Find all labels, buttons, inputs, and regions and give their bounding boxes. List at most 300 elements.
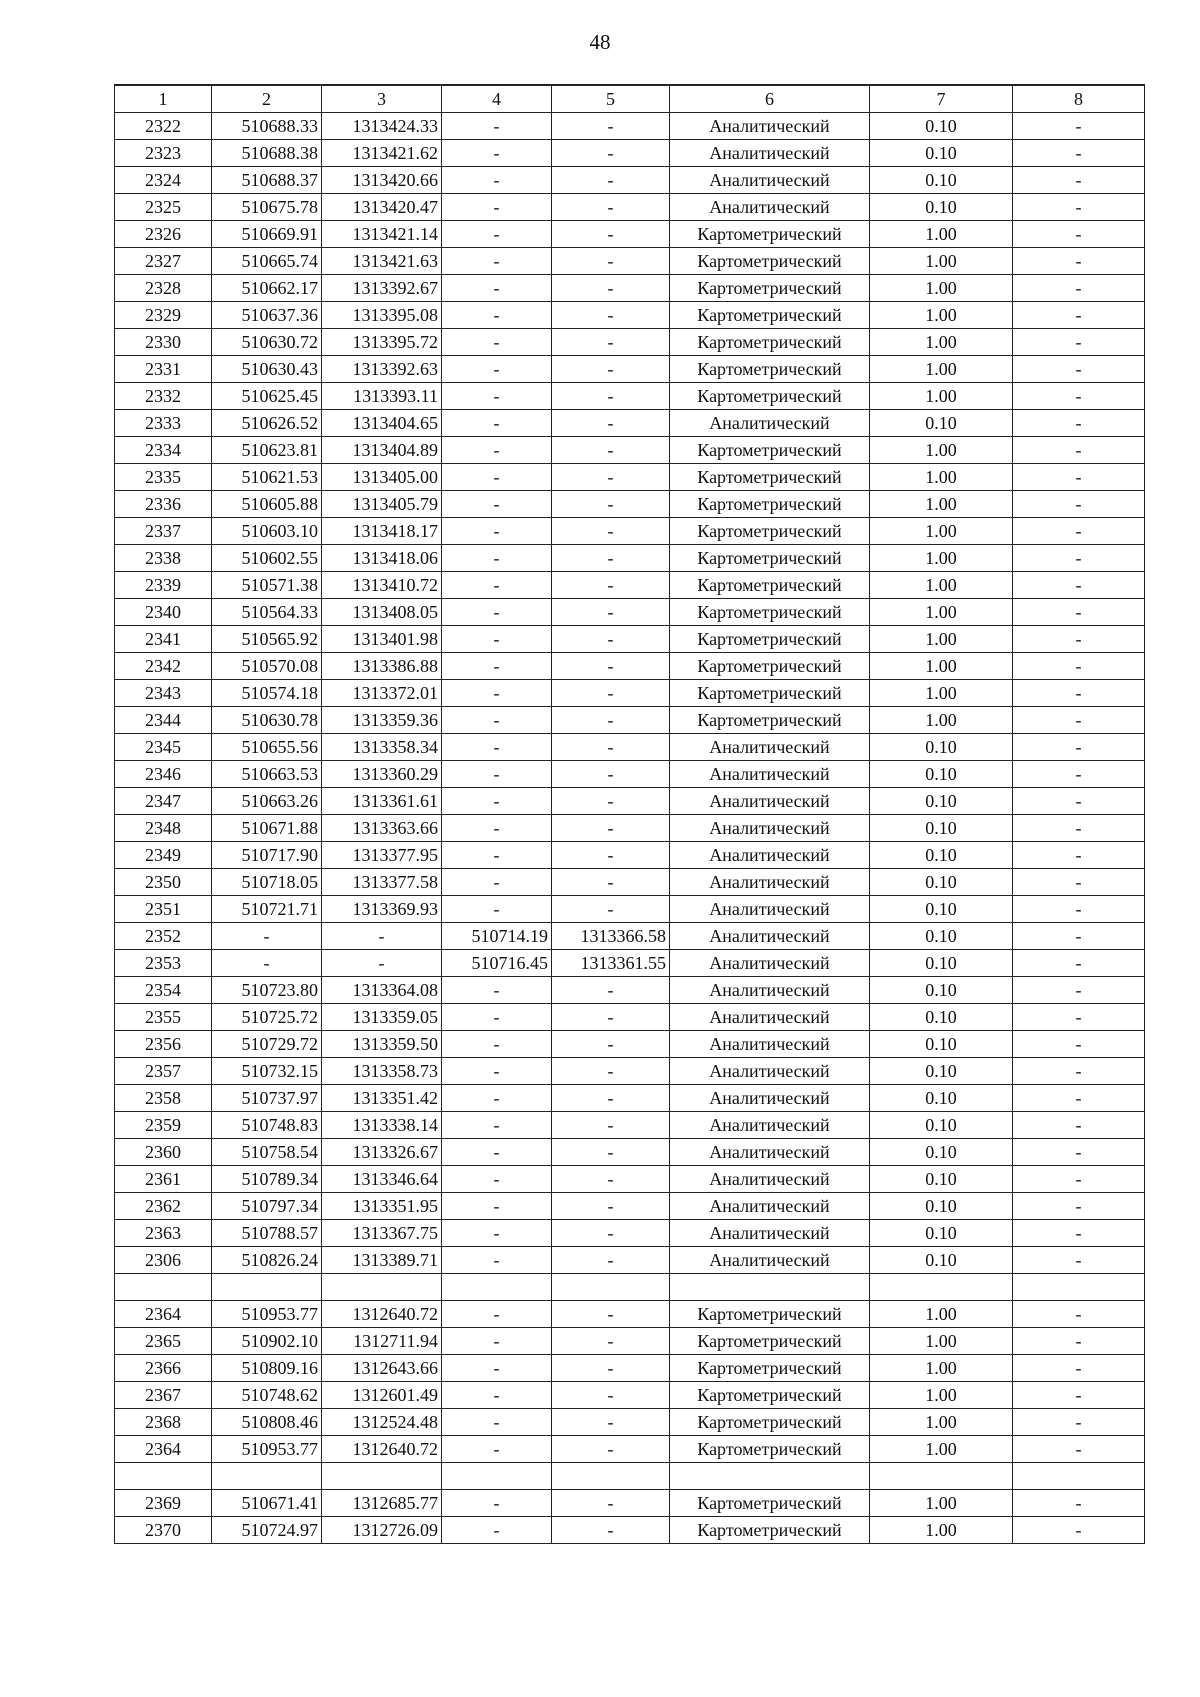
table-cell-col-5: - (552, 707, 670, 734)
table-cell-col-3: 1313364.08 (322, 977, 442, 1004)
table-cell-col-5: - (552, 977, 670, 1004)
table-cell-col-4: - (442, 491, 552, 518)
table-cell-col-4 (442, 1463, 552, 1490)
table-cell-col-7: 0.10 (870, 788, 1013, 815)
table-row (115, 626, 1145, 653)
table-cell-col-8: - (1013, 113, 1145, 140)
table-row (115, 1382, 1145, 1409)
table-cell-col-8: - (1013, 383, 1145, 410)
table-row (115, 1139, 1145, 1166)
table-cell-col-5: - (552, 518, 670, 545)
table-cell-col-2 (212, 1274, 322, 1301)
table-cell-col-5: - (552, 1085, 670, 1112)
table-cell-col-8: - (1013, 167, 1145, 194)
table-cell-col-1: 2356 (115, 1031, 212, 1058)
table-row (115, 653, 1145, 680)
table-cell-col-1 (115, 1274, 212, 1301)
table-cell-col-2: 510571.38 (212, 572, 322, 599)
table-cell-col-4: - (442, 761, 552, 788)
column-header-2: 2 (212, 85, 322, 113)
table-cell-col-1: 2355 (115, 1004, 212, 1031)
table-cell-col-3: 1313351.95 (322, 1193, 442, 1220)
table-cell-col-7: 0.10 (870, 896, 1013, 923)
table-row (115, 140, 1145, 167)
table-cell-col-1: 2330 (115, 329, 212, 356)
table-cell-col-8: - (1013, 896, 1145, 923)
table-cell-col-2: 510808.46 (212, 1409, 322, 1436)
table-cell-col-6: Картометрический (670, 356, 870, 383)
table-cell-col-7: 0.10 (870, 1004, 1013, 1031)
table-cell-col-2: 510789.34 (212, 1166, 322, 1193)
table-cell-col-8: - (1013, 464, 1145, 491)
table-cell-col-7: 0.10 (870, 923, 1013, 950)
table-body (115, 113, 1145, 1544)
table-cell-col-6: Аналитический (670, 842, 870, 869)
table-cell-col-5: - (552, 1517, 670, 1544)
table-row (115, 788, 1145, 815)
table-cell-col-3: 1313359.50 (322, 1031, 442, 1058)
table-cell-col-6: Аналитический (670, 1085, 870, 1112)
table-cell-col-7 (870, 1463, 1013, 1490)
table-cell-col-6 (670, 1274, 870, 1301)
table-cell-col-6: Аналитический (670, 950, 870, 977)
table-cell-col-7: 1.00 (870, 707, 1013, 734)
table-cell-col-5: - (552, 437, 670, 464)
table-cell-col-4: - (442, 1409, 552, 1436)
table-cell-col-7: 0.10 (870, 194, 1013, 221)
table-cell-col-5 (552, 1463, 670, 1490)
table-cell-col-2: 510717.90 (212, 842, 322, 869)
table-cell-col-1: 2326 (115, 221, 212, 248)
table-cell-col-3: 1313367.75 (322, 1220, 442, 1247)
table-cell-col-6: Картометрический (670, 572, 870, 599)
table-cell-col-2: 510603.10 (212, 518, 322, 545)
table-cell-col-6: Картометрический (670, 248, 870, 275)
table-cell-col-2: - (212, 923, 322, 950)
table-cell-col-4: - (442, 437, 552, 464)
table-cell-col-1: 2306 (115, 1247, 212, 1274)
table-row (115, 1328, 1145, 1355)
table-cell-col-7: 1.00 (870, 518, 1013, 545)
table-cell-col-4: - (442, 248, 552, 275)
table-cell-col-5: - (552, 329, 670, 356)
table-cell-col-8: - (1013, 1355, 1145, 1382)
table-cell-col-4: - (442, 356, 552, 383)
table-cell-col-6: Картометрический (670, 1436, 870, 1463)
table-cell-col-1: 2342 (115, 653, 212, 680)
table-cell-col-4: 510716.45 (442, 950, 552, 977)
table-cell-col-8: - (1013, 653, 1145, 680)
table-row (115, 491, 1145, 518)
table-cell-col-5: - (552, 1409, 670, 1436)
table-header-row (115, 85, 1145, 113)
table-cell-col-7: 0.10 (870, 1166, 1013, 1193)
table-cell-col-8: - (1013, 1382, 1145, 1409)
table-cell-col-8: - (1013, 221, 1145, 248)
table-cell-col-1: 2332 (115, 383, 212, 410)
table-cell-col-2: 510605.88 (212, 491, 322, 518)
table-cell-col-5: - (552, 572, 670, 599)
table-cell-col-1: 2369 (115, 1490, 212, 1517)
table-cell-col-7: 1.00 (870, 464, 1013, 491)
table-cell-col-2: 510902.10 (212, 1328, 322, 1355)
table-cell-col-5: - (552, 1031, 670, 1058)
table-cell-col-7: 0.10 (870, 410, 1013, 437)
table-cell-col-5: - (552, 1112, 670, 1139)
table-cell-col-2: 510621.53 (212, 464, 322, 491)
table-cell-col-2: 510630.78 (212, 707, 322, 734)
table-cell-col-7: 0.10 (870, 113, 1013, 140)
table-cell-col-8: - (1013, 977, 1145, 1004)
table-cell-col-6: Аналитический (670, 1139, 870, 1166)
table-cell-col-5: - (552, 1166, 670, 1193)
table-cell-col-3: 1312685.77 (322, 1490, 442, 1517)
table-cell-col-1: 2323 (115, 140, 212, 167)
table-row (115, 1058, 1145, 1085)
table-cell-col-5: - (552, 1382, 670, 1409)
table-cell-col-8: - (1013, 1058, 1145, 1085)
table-cell-col-4: - (442, 167, 552, 194)
table-cell-col-5: - (552, 1139, 670, 1166)
table-cell-col-3: 1313372.01 (322, 680, 442, 707)
table-cell-col-7: 0.10 (870, 140, 1013, 167)
table-cell-col-8: - (1013, 923, 1145, 950)
table-cell-col-5: - (552, 1193, 670, 1220)
table-cell-col-4: - (442, 1139, 552, 1166)
table-cell-col-2: 510737.97 (212, 1085, 322, 1112)
table-cell-col-8: - (1013, 815, 1145, 842)
table-cell-col-4: - (442, 680, 552, 707)
table-cell-col-5: - (552, 734, 670, 761)
table-separator-row (115, 1463, 1145, 1490)
table-cell-col-3: 1313404.65 (322, 410, 442, 437)
table-cell-col-7: 0.10 (870, 1112, 1013, 1139)
column-header-7: 7 (870, 85, 1013, 113)
table-cell-col-7: 0.10 (870, 1247, 1013, 1274)
table-cell-col-4: - (442, 1166, 552, 1193)
table-cell-col-2: 510725.72 (212, 1004, 322, 1031)
table-cell-col-6: Картометрический (670, 464, 870, 491)
table-cell-col-1: 2347 (115, 788, 212, 815)
table-cell-col-4: - (442, 464, 552, 491)
table-cell-col-8: - (1013, 1247, 1145, 1274)
table-cell-col-8: - (1013, 1436, 1145, 1463)
table-cell-col-2: 510655.56 (212, 734, 322, 761)
table-cell-col-5: - (552, 275, 670, 302)
table-cell-col-2: 510748.83 (212, 1112, 322, 1139)
table-cell-col-6: Картометрический (670, 437, 870, 464)
table-cell-col-7: 1.00 (870, 1409, 1013, 1436)
table-cell-col-3: 1313338.14 (322, 1112, 442, 1139)
table-cell-col-6: Картометрический (670, 491, 870, 518)
table-cell-col-8: - (1013, 788, 1145, 815)
table-cell-col-3: 1312524.48 (322, 1409, 442, 1436)
table-cell-col-3: 1313420.66 (322, 167, 442, 194)
table-row (115, 545, 1145, 572)
table-cell-col-2: 510721.71 (212, 896, 322, 923)
table-cell-col-7: 1.00 (870, 437, 1013, 464)
table-cell-col-4: - (442, 734, 552, 761)
table-cell-col-2: 510953.77 (212, 1301, 322, 1328)
table-cell-col-6: Картометрический (670, 383, 870, 410)
table-cell-col-3: 1313386.88 (322, 653, 442, 680)
table-cell-col-1: 2363 (115, 1220, 212, 1247)
table-cell-col-7: 1.00 (870, 221, 1013, 248)
table-cell-col-3: 1313405.79 (322, 491, 442, 518)
table-cell-col-2: 510688.37 (212, 167, 322, 194)
table-cell-col-4: - (442, 977, 552, 1004)
table-row (115, 1166, 1145, 1193)
table-cell-col-6: Аналитический (670, 1247, 870, 1274)
table-cell-col-3: - (322, 923, 442, 950)
table-cell-col-7: 1.00 (870, 248, 1013, 275)
table-row (115, 383, 1145, 410)
table-cell-col-8: - (1013, 302, 1145, 329)
column-header-5: 5 (552, 85, 670, 113)
table-cell-col-3: 1313404.89 (322, 437, 442, 464)
table-cell-col-1: 2357 (115, 1058, 212, 1085)
table-cell-col-5: - (552, 1490, 670, 1517)
table-cell-col-6: Картометрический (670, 599, 870, 626)
table-cell-col-7: 0.10 (870, 734, 1013, 761)
table-cell-col-2: 510574.18 (212, 680, 322, 707)
table-cell-col-4: - (442, 275, 552, 302)
table-cell-col-6: Аналитический (670, 1166, 870, 1193)
table-cell-col-5: - (552, 1004, 670, 1031)
table-cell-col-8: - (1013, 707, 1145, 734)
table-cell-col-1: 2343 (115, 680, 212, 707)
table-cell-col-6: Аналитический (670, 761, 870, 788)
table-cell-col-2: 510630.43 (212, 356, 322, 383)
table-cell-col-2: 510809.16 (212, 1355, 322, 1382)
table-cell-col-4: - (442, 653, 552, 680)
table-cell-col-7: 1.00 (870, 1301, 1013, 1328)
table-cell-col-5: - (552, 1247, 670, 1274)
table-cell-col-7: 1.00 (870, 545, 1013, 572)
table-cell-col-5: 1313361.55 (552, 950, 670, 977)
table-cell-col-3: 1313408.05 (322, 599, 442, 626)
table-cell-col-8: - (1013, 356, 1145, 383)
table-cell-col-8: - (1013, 275, 1145, 302)
table-cell-col-7: 1.00 (870, 1490, 1013, 1517)
table-cell-col-5: - (552, 626, 670, 653)
table-cell-col-7: 0.10 (870, 1139, 1013, 1166)
table-cell-col-6: Аналитический (670, 1004, 870, 1031)
table-cell-col-1: 2359 (115, 1112, 212, 1139)
table-cell-col-8: - (1013, 869, 1145, 896)
table-cell-col-4: - (442, 599, 552, 626)
table-cell-col-3: 1313360.29 (322, 761, 442, 788)
table-cell-col-5: - (552, 653, 670, 680)
table-cell-col-7: 1.00 (870, 680, 1013, 707)
table-cell-col-2: 510718.05 (212, 869, 322, 896)
table-cell-col-7: 1.00 (870, 653, 1013, 680)
table-cell-col-1: 2327 (115, 248, 212, 275)
table-cell-col-6: Картометрический (670, 653, 870, 680)
table-cell-col-7: 1.00 (870, 1382, 1013, 1409)
table-cell-col-6: Картометрический (670, 545, 870, 572)
table-cell-col-3: 1313393.11 (322, 383, 442, 410)
table-cell-col-1: 2336 (115, 491, 212, 518)
table-cell-col-8: - (1013, 491, 1145, 518)
table-cell-col-1: 2362 (115, 1193, 212, 1220)
table-cell-col-6: Аналитический (670, 113, 870, 140)
column-header-3: 3 (322, 85, 442, 113)
table-cell-col-2: 510637.36 (212, 302, 322, 329)
table-cell-col-2: 510570.08 (212, 653, 322, 680)
table-cell-col-1: 2341 (115, 626, 212, 653)
table-cell-col-3: 1313358.73 (322, 1058, 442, 1085)
table-cell-col-4: - (442, 1436, 552, 1463)
table-cell-col-6: Картометрический (670, 707, 870, 734)
table-cell-col-2: - (212, 950, 322, 977)
table-cell-col-3: 1313424.33 (322, 113, 442, 140)
table-cell-col-1: 2358 (115, 1085, 212, 1112)
table-cell-col-7: 1.00 (870, 626, 1013, 653)
table-row (115, 194, 1145, 221)
table-cell-col-2: 510671.41 (212, 1490, 322, 1517)
table-cell-col-6: Аналитический (670, 410, 870, 437)
table-cell-col-3: 1313395.72 (322, 329, 442, 356)
table-cell-col-5: - (552, 167, 670, 194)
table-cell-col-2: 510564.33 (212, 599, 322, 626)
table-cell-col-7: 0.10 (870, 167, 1013, 194)
table-row (115, 1409, 1145, 1436)
table-cell-col-6: Аналитический (670, 869, 870, 896)
table-row (115, 950, 1145, 977)
table-cell-col-1: 2353 (115, 950, 212, 977)
table-cell-col-6: Аналитический (670, 977, 870, 1004)
table-cell-col-1: 2367 (115, 1382, 212, 1409)
table-cell-col-4: - (442, 410, 552, 437)
table-cell-col-1: 2334 (115, 437, 212, 464)
table-cell-col-2: 510788.57 (212, 1220, 322, 1247)
table-cell-col-5: - (552, 896, 670, 923)
table-cell-col-5: - (552, 545, 670, 572)
table-row (115, 923, 1145, 950)
table-cell-col-7: 0.10 (870, 977, 1013, 1004)
table-cell-col-1: 2331 (115, 356, 212, 383)
table-cell-col-8: - (1013, 950, 1145, 977)
table-cell-col-3: 1313389.71 (322, 1247, 442, 1274)
table-cell-col-1: 2368 (115, 1409, 212, 1436)
table-cell-col-3: 1313410.72 (322, 572, 442, 599)
table-row (115, 302, 1145, 329)
column-header-1: 1 (115, 85, 212, 113)
table-cell-col-8: - (1013, 194, 1145, 221)
table-cell-col-5: - (552, 1436, 670, 1463)
table-cell-col-2: 510663.53 (212, 761, 322, 788)
table-cell-col-8: - (1013, 545, 1145, 572)
table-row (115, 329, 1145, 356)
table-cell-col-6: Картометрический (670, 1328, 870, 1355)
table-cell-col-7: 1.00 (870, 1355, 1013, 1382)
table-cell-col-1: 2340 (115, 599, 212, 626)
table-row (115, 1085, 1145, 1112)
table-cell-col-6: Картометрический (670, 329, 870, 356)
table-cell-col-5: - (552, 221, 670, 248)
table-cell-col-6: Картометрический (670, 1517, 870, 1544)
table-cell-col-2: 510671.88 (212, 815, 322, 842)
table-cell-col-7: 0.10 (870, 950, 1013, 977)
table-cell-col-2: 510675.78 (212, 194, 322, 221)
table-cell-col-4: - (442, 113, 552, 140)
table-cell-col-8: - (1013, 734, 1145, 761)
table-cell-col-1: 2364 (115, 1436, 212, 1463)
table-cell-col-2: 510626.52 (212, 410, 322, 437)
table-cell-col-1: 2349 (115, 842, 212, 869)
table-row (115, 410, 1145, 437)
table-cell-col-4: - (442, 707, 552, 734)
table-cell-col-5: - (552, 194, 670, 221)
table-row (115, 869, 1145, 896)
table-cell-col-3: 1313359.36 (322, 707, 442, 734)
table-cell-col-2: 510662.17 (212, 275, 322, 302)
table-row (115, 113, 1145, 140)
table-row (115, 707, 1145, 734)
table-cell-col-6: Аналитический (670, 734, 870, 761)
table-cell-col-8: - (1013, 1490, 1145, 1517)
table-row (115, 680, 1145, 707)
table-cell-col-7: 1.00 (870, 599, 1013, 626)
table-cell-col-4: - (442, 1247, 552, 1274)
table-cell-col-1: 2329 (115, 302, 212, 329)
table-cell-col-7: 0.10 (870, 761, 1013, 788)
table-cell-col-4: - (442, 221, 552, 248)
table-cell-col-6: Аналитический (670, 140, 870, 167)
table-cell-col-4: - (442, 140, 552, 167)
table-cell-col-8: - (1013, 842, 1145, 869)
table-cell-col-8: - (1013, 1085, 1145, 1112)
table-cell-col-6: Аналитический (670, 1193, 870, 1220)
table-row (115, 815, 1145, 842)
table-cell-col-3: 1313363.66 (322, 815, 442, 842)
table-row (115, 1031, 1145, 1058)
table-cell-col-7: 0.10 (870, 1220, 1013, 1247)
table-cell-col-7: 0.10 (870, 815, 1013, 842)
table-cell-col-6: Аналитический (670, 788, 870, 815)
table-cell-col-4: - (442, 1058, 552, 1085)
table-cell-col-5: - (552, 599, 670, 626)
table-cell-col-5: 1313366.58 (552, 923, 670, 950)
table-cell-col-5 (552, 1274, 670, 1301)
table-cell-col-6: Аналитический (670, 815, 870, 842)
table-cell-col-8: - (1013, 572, 1145, 599)
table-cell-col-1 (115, 1463, 212, 1490)
table-cell-col-1: 2352 (115, 923, 212, 950)
table-cell-col-1: 2360 (115, 1139, 212, 1166)
table-cell-col-6: Картометрический (670, 1355, 870, 1382)
table-cell-col-6: Аналитический (670, 1031, 870, 1058)
table-cell-col-5: - (552, 410, 670, 437)
table-cell-col-2: 510665.74 (212, 248, 322, 275)
table-cell-col-4: - (442, 1031, 552, 1058)
column-header-6: 6 (670, 85, 870, 113)
table-cell-col-2: 510663.26 (212, 788, 322, 815)
table-cell-col-6: Картометрический (670, 680, 870, 707)
table-cell-col-8: - (1013, 1031, 1145, 1058)
table-cell-col-1: 2365 (115, 1328, 212, 1355)
table-cell-col-4: - (442, 1220, 552, 1247)
table-cell-col-8: - (1013, 1328, 1145, 1355)
table-cell-col-1: 2350 (115, 869, 212, 896)
table-cell-col-1: 2364 (115, 1301, 212, 1328)
table-cell-col-2: 510748.62 (212, 1382, 322, 1409)
table-cell-col-6: Картометрический (670, 221, 870, 248)
table-row (115, 167, 1145, 194)
table-cell-col-6: Картометрический (670, 1382, 870, 1409)
table-cell-col-4: - (442, 194, 552, 221)
